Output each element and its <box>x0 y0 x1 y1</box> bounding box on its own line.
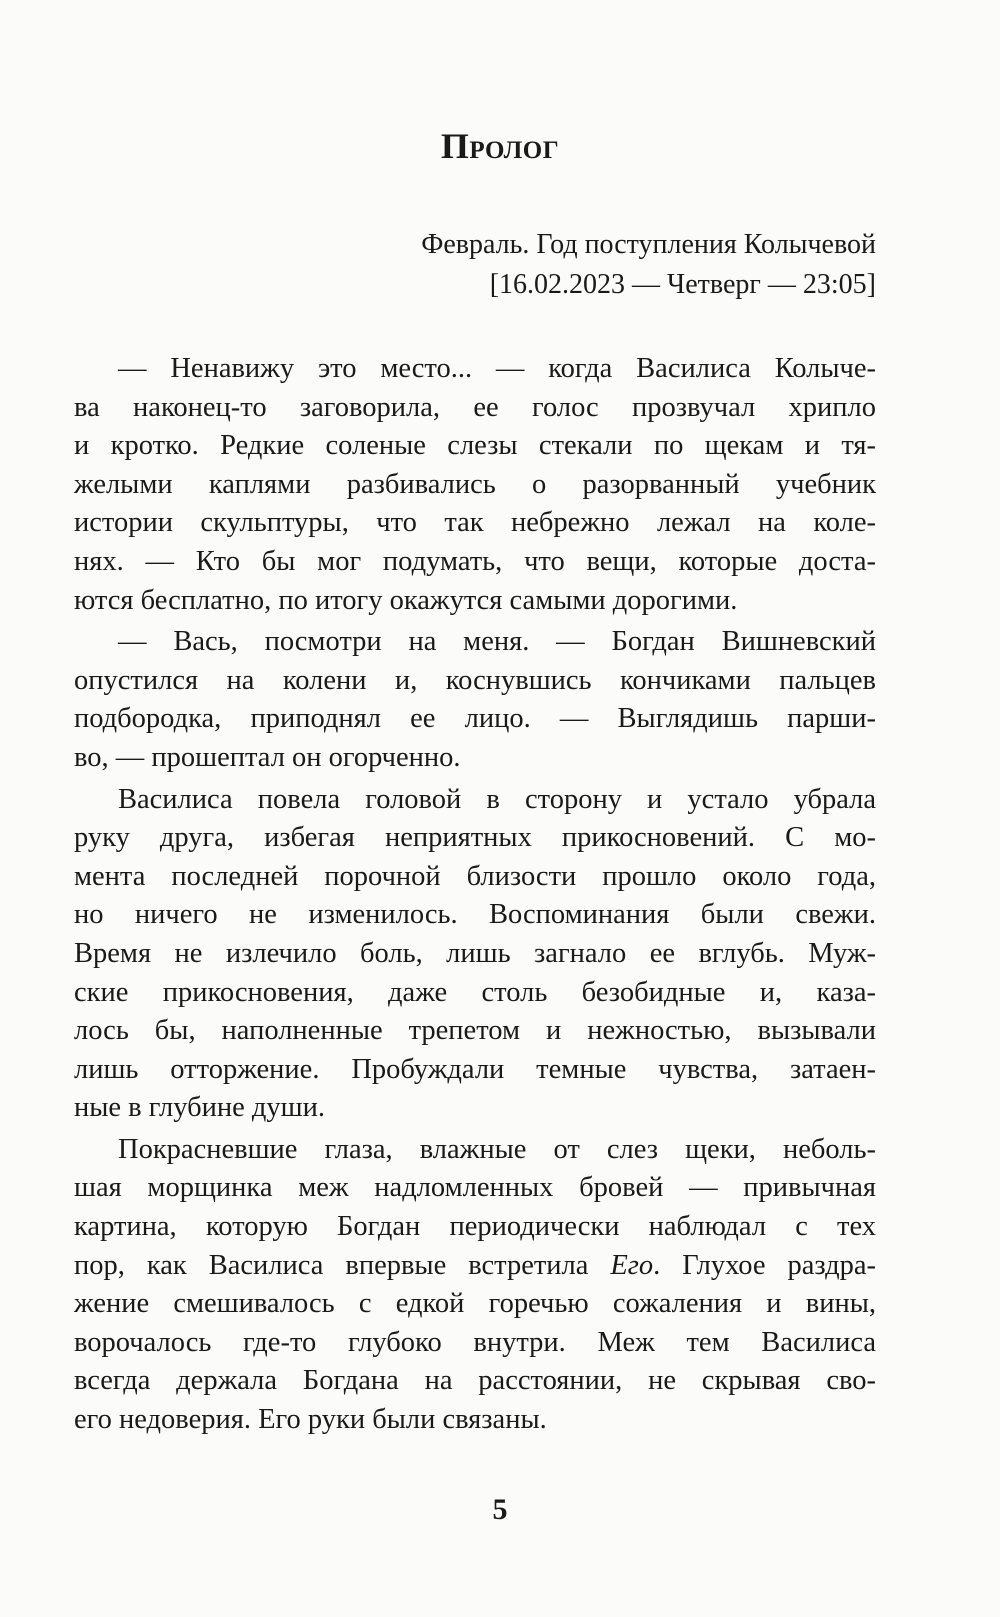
epigraph-date-line: Февраль. Год поступления Колычевой <box>421 229 876 260</box>
paragraph-2 <box>74 623 876 777</box>
text-line: всегда держала Богдана на расстоянии, не скрывая сво- <box>74 1365 876 1397</box>
text-line: ются бесплатно, по итогу окажутся самыми дорогими. <box>74 584 738 616</box>
epigraph <box>0 225 876 305</box>
text-line: картина, которую Богдан периодически наблюдал с тех <box>74 1211 876 1243</box>
chapter-title: Пролог <box>440 126 560 166</box>
text-line: ские прикосновения, даже столь безобидные и, каза- <box>74 976 876 1008</box>
text-line: Василиса повела головой в сторону и устало убрала <box>118 783 876 815</box>
text-line: опустился на колени и, коснувшись кончиками пальцев <box>74 664 876 696</box>
text-line: его недоверия. Его руки были связаны. <box>74 1404 547 1436</box>
paragraph-4 <box>74 1131 876 1440</box>
text-line: нях. — Кто бы мог подумать, что вещи, которые доста- <box>74 545 876 577</box>
text-segment: пор, как Василиса впервые встретила <box>74 1249 611 1281</box>
text-line: ва наконец-то заговорила, ее голос прозвучал хрипло <box>74 391 876 423</box>
text-line: Время не излечило боль, лишь загнало ее вглубь. Муж- <box>74 937 876 969</box>
text-line: Покрасневшие глаза, влажные от слез щеки, неболь- <box>118 1133 876 1165</box>
text-line: ные в глубине души. <box>74 1092 325 1124</box>
text-line-with-emphasis <box>74 1247 876 1286</box>
text-line: истории скульптуры, что так небрежно лежал на коле- <box>74 507 876 539</box>
chapter-body <box>74 350 876 1440</box>
text-line: жение смешивалось с едкой горечью сожаления и вины, <box>74 1288 876 1320</box>
text-line: и кротко. Редкие соленые слезы стекали по щекам и тя- <box>74 430 876 462</box>
text-line: но ничего не изменилось. Воспоминания были свежи. <box>74 899 876 931</box>
emphasized-word: Его <box>610 1249 654 1281</box>
text-line: желыми каплями разбивались о разорванный учебник <box>74 468 876 500</box>
text-line: — Вась, посмотри на меня. — Богдан Вишневский <box>118 626 876 658</box>
text-segment: . Глухое раздра- <box>653 1249 876 1281</box>
text-line: — Ненавижу это место... — когда Василиса Колыче- <box>118 353 876 384</box>
text-line: подбородка, приподнял ее лицо. — Выглядишь парши- <box>74 703 876 735</box>
page-number: 5 <box>492 1493 508 1526</box>
paragraph-1 <box>74 350 876 620</box>
paragraph-3 <box>74 781 876 1128</box>
text-line: руку друга, избегая неприятных прикосновений. С мо- <box>74 822 876 854</box>
text-line: лось бы, наполненные трепетом и нежностью, вызывали <box>74 1015 876 1047</box>
text-line: мента последней порочной близости прошло около года, <box>74 860 876 892</box>
text-line: шая морщинка меж надломленных бровей — привычная <box>74 1172 876 1204</box>
text-line: ворочалось где-то глубоко внутри. Меж тем Василиса <box>74 1326 876 1358</box>
text-line: во, — прошептал он огорченно. <box>74 741 461 773</box>
text-line: лишь отторжение. Пробуждали темные чувства, затаен- <box>74 1053 876 1085</box>
epigraph-timestamp-line: [16.02.2023 — Четверг — 23:05] <box>489 269 876 300</box>
